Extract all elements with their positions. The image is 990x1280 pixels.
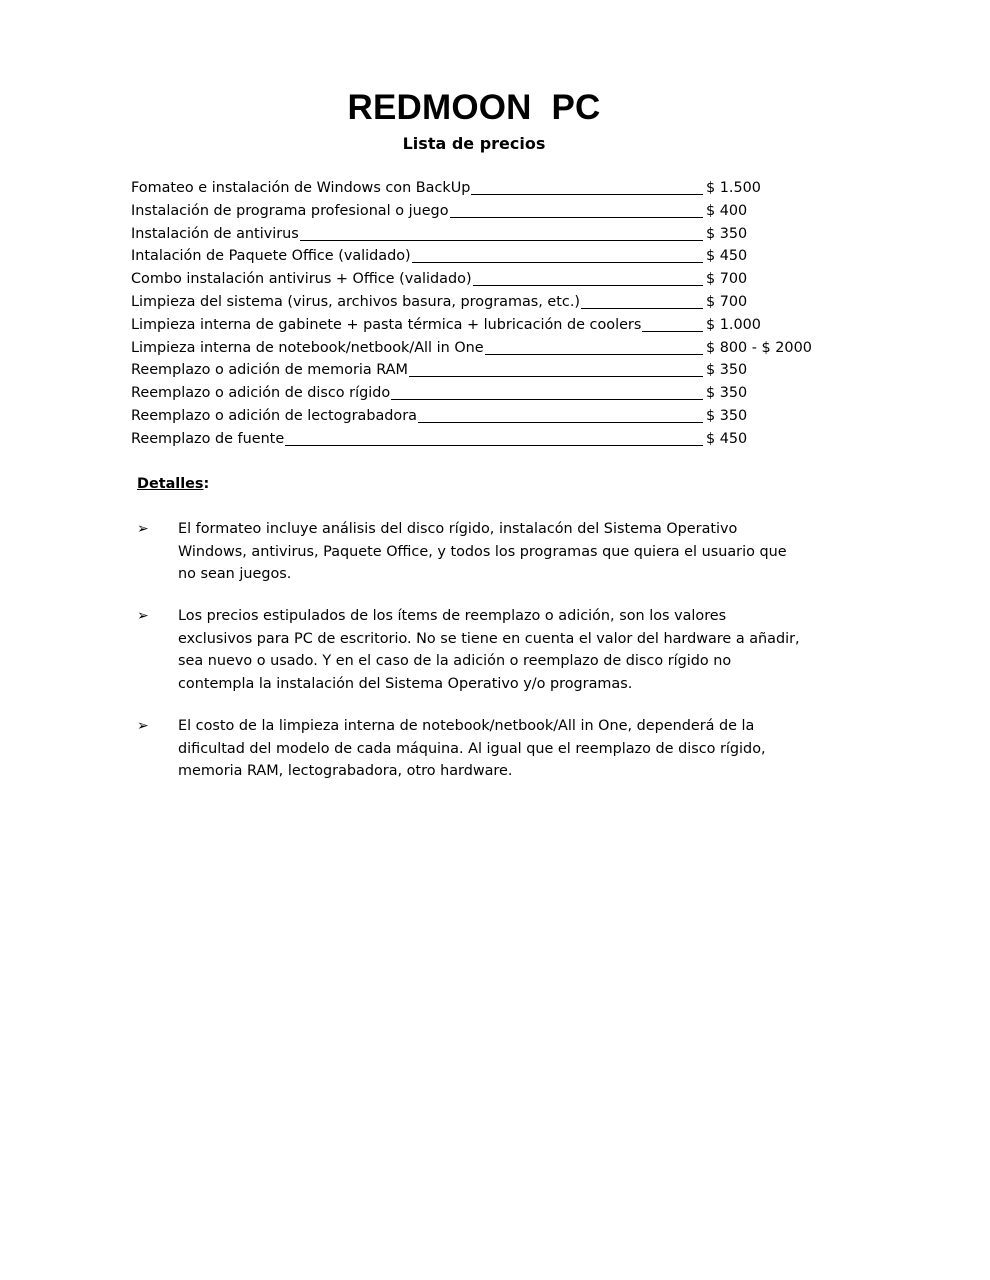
price-row [131, 291, 831, 314]
price-list [131, 177, 831, 451]
service-price: $ 450 [706, 248, 748, 265]
service-name: Limpieza interna de gabinete + pasta térmica + lubricación de coolers [131, 314, 642, 337]
service-name: Reemplazo o adición de disco rígido [131, 382, 391, 405]
bullet-line: El formateo incluye análisis del disco rígido, instalacón del Sistema Operativo [178, 521, 738, 537]
price-row [131, 382, 831, 405]
price-row [131, 177, 831, 200]
service-name: Intalación de Paquete Office (validado) [131, 245, 412, 268]
service-price: $ 350 [706, 385, 748, 402]
service-name: Reemplazo o adición de lectograbadora [131, 405, 418, 428]
price-row [131, 200, 831, 223]
bullet-text [178, 715, 818, 783]
price-row [131, 314, 831, 337]
price-row [131, 223, 831, 246]
service-name: Limpieza interna de notebook/netbook/All in One [131, 337, 485, 360]
details-heading-colon: : [203, 476, 210, 492]
service-name: Instalación de programa profesional o juego [131, 200, 450, 223]
document-title: REDMOON PC [347, 88, 601, 127]
arrow-bullet-icon: ➢ [137, 608, 149, 624]
arrow-bullet-icon: ➢ [137, 718, 149, 734]
price-row [131, 405, 831, 428]
details-heading-text: Detalles [137, 476, 204, 492]
service-price: $ 700 [706, 271, 748, 288]
bullet-line: memoria RAM, lectograbadora, otro hardware. [178, 763, 513, 780]
price-row [131, 359, 831, 382]
bullet-line: El costo de la limpieza interna de notebook/netbook/All in One, dependerá de la [178, 718, 755, 734]
service-price: $ 1.000 [706, 316, 761, 333]
service-name: Fomateo e instalación de Windows con BackUp [131, 177, 471, 200]
details-heading [137, 473, 209, 495]
service-price: $ 400 [706, 202, 748, 219]
service-name: Instalación de antivirus [131, 223, 300, 246]
arrow-bullet-icon: ➢ [137, 521, 149, 537]
service-name: Reemplazo o adición de memoria RAM [131, 359, 409, 382]
price-row [131, 245, 831, 268]
service-name: Limpieza del sistema (virus, archivos basura, programas, etc.) [131, 291, 581, 314]
bullet-text [178, 605, 818, 695]
bullet-line: exclusivos para PC de escritorio. No se tiene en cuenta el valor del hardware a añadir, [178, 630, 800, 647]
bullet-line: sea nuevo o usado. Y en el caso de la adición o reemplazo de disco rígido no [178, 653, 732, 670]
bullet-line: Los precios estipulados de los ítems de reemplazo o adición, son los valores [178, 608, 727, 624]
service-price: $ 350 [706, 362, 748, 379]
service-price: $ 350 [706, 225, 748, 242]
service-name: Combo instalación antivirus + Office (validado) [131, 268, 473, 291]
bullet-text [178, 518, 818, 586]
service-price: $ 700 [706, 293, 748, 310]
bullet-line: contempla la instalación del Sistema Operativo y/o programas. [178, 675, 633, 692]
document-subtitle: Lista de precios [402, 134, 546, 153]
service-price: $ 800 - $ 2000 [706, 339, 812, 356]
service-name: Reemplazo de fuente [131, 428, 285, 451]
service-price: $ 450 [706, 430, 748, 447]
bullet-line: dificultad del modelo de cada máquina. Al igual que el reemplazo de disco rígido, [178, 740, 766, 757]
price-row [131, 268, 831, 291]
price-row [131, 428, 831, 451]
service-price: $ 350 [706, 407, 748, 424]
service-price: $ 1.500 [706, 180, 761, 196]
price-row [131, 337, 831, 360]
bullet-line: Windows, antivirus, Paquete Office, y todos los programas que quiera el usuario que [178, 543, 787, 560]
bullet-line: no sean juegos. [178, 566, 292, 583]
